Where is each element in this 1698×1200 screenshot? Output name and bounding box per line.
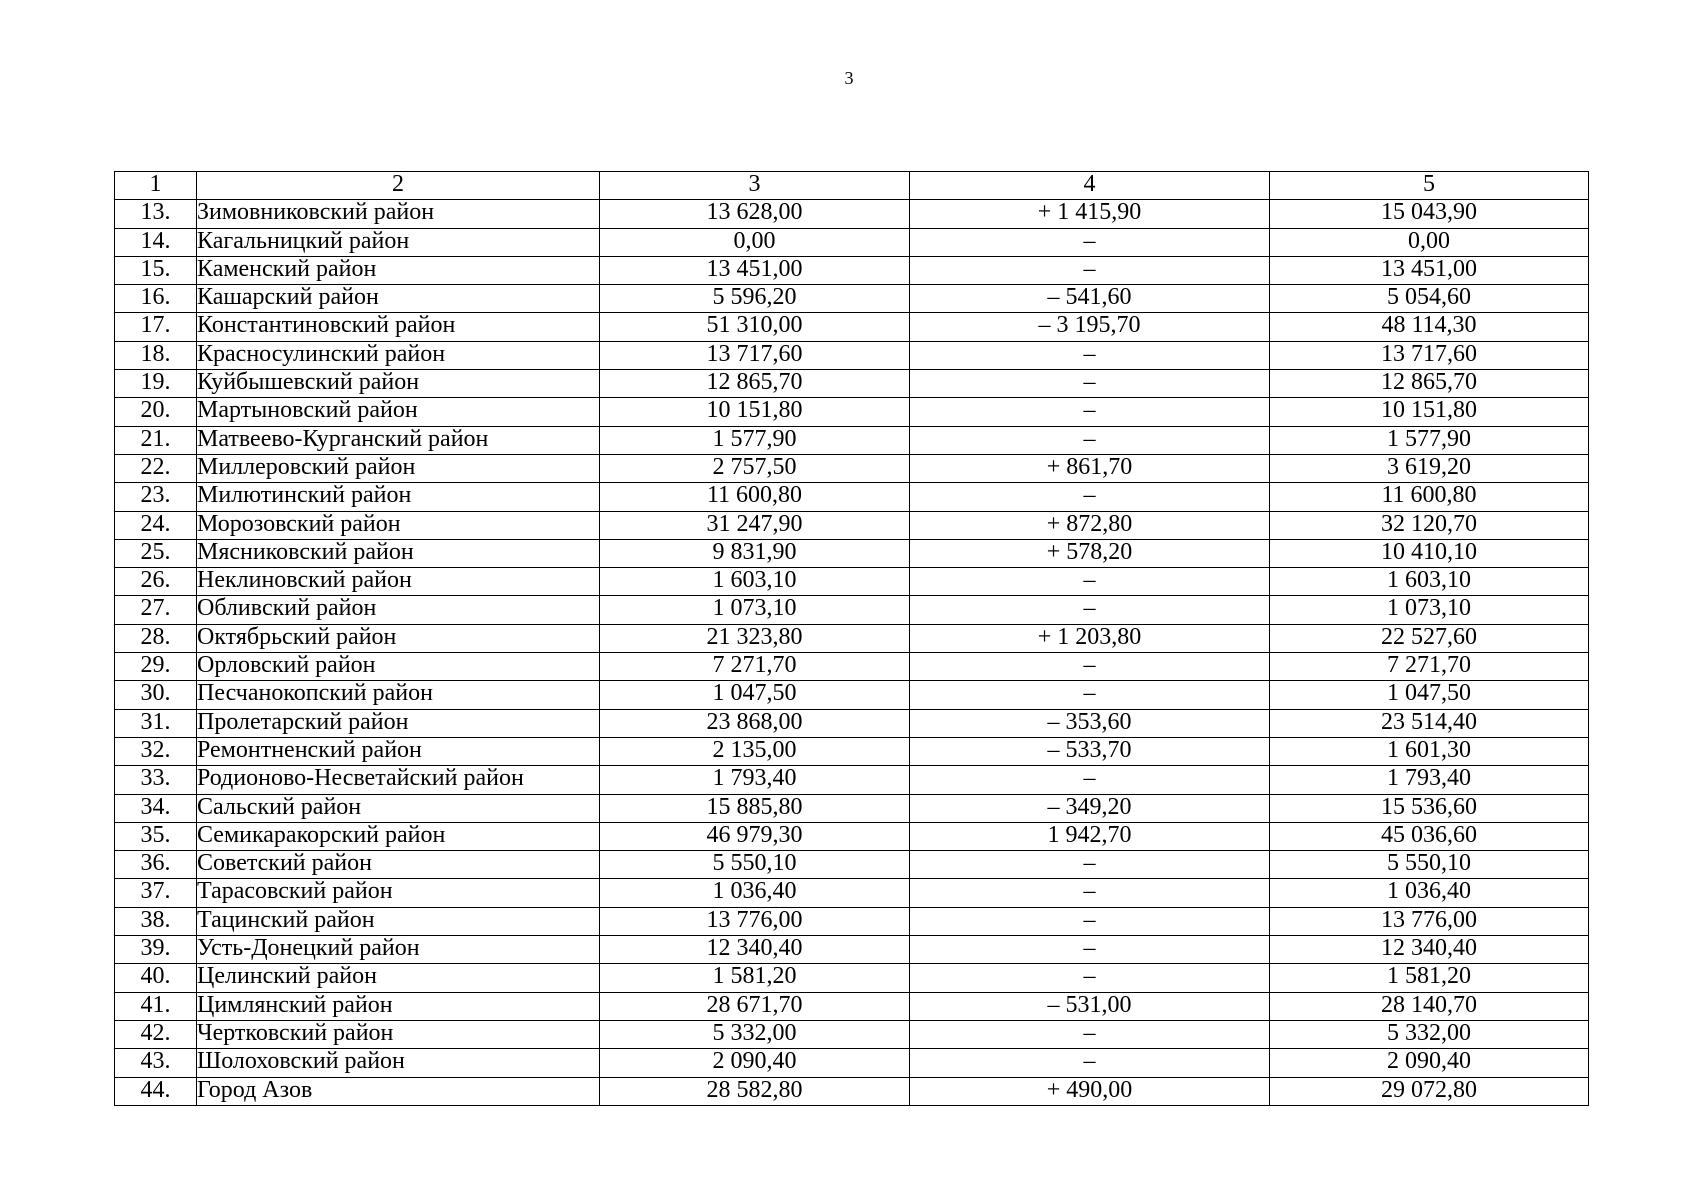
final-amount-cell: 28 140,70 (1270, 992, 1589, 1020)
table-row (115, 341, 1589, 369)
row-number-cell: 27. (115, 596, 197, 624)
change-amount-cell: – (910, 936, 1270, 964)
initial-amount-cell: 2 090,40 (600, 1049, 910, 1077)
table-row (115, 964, 1589, 992)
district-name-cell: Зимовниковский район (197, 200, 600, 228)
initial-amount-cell: 1 793,40 (600, 766, 910, 794)
initial-amount-cell: 51 310,00 (600, 313, 910, 341)
district-name-cell: Ремонтненский район (197, 737, 600, 765)
district-name-cell: Морозовский район (197, 511, 600, 539)
final-amount-cell: 45 036,60 (1270, 822, 1589, 850)
row-number-cell: 33. (115, 766, 197, 794)
initial-amount-cell: 31 247,90 (600, 511, 910, 539)
table-header-row (115, 172, 1589, 200)
table-row (115, 794, 1589, 822)
change-amount-cell: – (910, 1049, 1270, 1077)
final-amount-cell: 15 043,90 (1270, 200, 1589, 228)
table-row (115, 285, 1589, 313)
header-cell-col-1: 1 (115, 172, 197, 200)
district-name-cell: Родионово-Несветайский район (197, 766, 600, 794)
change-amount-cell: + 861,70 (910, 454, 1270, 482)
table-row (115, 1020, 1589, 1048)
change-amount-cell: – (910, 907, 1270, 935)
row-number-cell: 35. (115, 822, 197, 850)
row-number-cell: 25. (115, 539, 197, 567)
change-amount-cell: – (910, 653, 1270, 681)
initial-amount-cell: 7 271,70 (600, 653, 910, 681)
change-amount-cell: – (910, 851, 1270, 879)
row-number-cell: 21. (115, 426, 197, 454)
row-number-cell: 17. (115, 313, 197, 341)
row-number-cell: 18. (115, 341, 197, 369)
row-number-cell: 26. (115, 568, 197, 596)
page-number: 3 (844, 68, 854, 88)
change-amount-cell: 1 942,70 (910, 822, 1270, 850)
row-number-cell: 28. (115, 624, 197, 652)
row-number-cell: 13. (115, 200, 197, 228)
final-amount-cell: 5 550,10 (1270, 851, 1589, 879)
budget-table (114, 171, 1589, 1106)
final-amount-cell: 1 073,10 (1270, 596, 1589, 624)
final-amount-cell: 13 776,00 (1270, 907, 1589, 935)
row-number-cell: 41. (115, 992, 197, 1020)
initial-amount-cell: 28 582,80 (600, 1077, 910, 1105)
initial-amount-cell: 1 577,90 (600, 426, 910, 454)
change-amount-cell: – 541,60 (910, 285, 1270, 313)
table-row (115, 596, 1589, 624)
final-amount-cell: 12 340,40 (1270, 936, 1589, 964)
change-amount-cell: – 349,20 (910, 794, 1270, 822)
row-number-cell: 30. (115, 681, 197, 709)
table-row (115, 568, 1589, 596)
table-row (115, 511, 1589, 539)
initial-amount-cell: 9 831,90 (600, 539, 910, 567)
final-amount-cell: 3 619,20 (1270, 454, 1589, 482)
district-name-cell: Орловский район (197, 653, 600, 681)
table-row (115, 313, 1589, 341)
row-number-cell: 44. (115, 1077, 197, 1105)
district-name-cell: Семикаракорский район (197, 822, 600, 850)
header-cell-col-4: 4 (910, 172, 1270, 200)
table-row (115, 822, 1589, 850)
initial-amount-cell: 0,00 (600, 228, 910, 256)
final-amount-cell: 1 793,40 (1270, 766, 1589, 794)
initial-amount-cell: 2 757,50 (600, 454, 910, 482)
table-row (115, 907, 1589, 935)
initial-amount-cell: 1 073,10 (600, 596, 910, 624)
initial-amount-cell: 21 323,80 (600, 624, 910, 652)
change-amount-cell: + 490,00 (910, 1077, 1270, 1105)
table-row (115, 653, 1589, 681)
district-name-cell: Каменский район (197, 256, 600, 284)
initial-amount-cell: 5 596,20 (600, 285, 910, 313)
initial-amount-cell: 10 151,80 (600, 398, 910, 426)
district-name-cell: Матвеево-Курганский район (197, 426, 600, 454)
district-name-cell: Октябрьский район (197, 624, 600, 652)
district-name-cell: Обливский район (197, 596, 600, 624)
district-name-cell: Советский район (197, 851, 600, 879)
final-amount-cell: 1 036,40 (1270, 879, 1589, 907)
district-name-cell: Кагальницкий район (197, 228, 600, 256)
header-cell-col-2: 2 (197, 172, 600, 200)
table-row (115, 1049, 1589, 1077)
final-amount-cell: 13 451,00 (1270, 256, 1589, 284)
final-amount-cell: 7 271,70 (1270, 653, 1589, 681)
district-name-cell: Миллеровский район (197, 454, 600, 482)
change-amount-cell: – (910, 568, 1270, 596)
row-number-cell: 40. (115, 964, 197, 992)
change-amount-cell: – 353,60 (910, 709, 1270, 737)
initial-amount-cell: 5 332,00 (600, 1020, 910, 1048)
table-row (115, 936, 1589, 964)
change-amount-cell: – (910, 766, 1270, 794)
table-row (115, 992, 1589, 1020)
district-name-cell: Песчанокопский район (197, 681, 600, 709)
row-number-cell: 14. (115, 228, 197, 256)
district-name-cell: Сальский район (197, 794, 600, 822)
initial-amount-cell: 46 979,30 (600, 822, 910, 850)
initial-amount-cell: 13 776,00 (600, 907, 910, 935)
table-row (115, 228, 1589, 256)
district-name-cell: Мартыновский район (197, 398, 600, 426)
row-number-cell: 42. (115, 1020, 197, 1048)
change-amount-cell: + 578,20 (910, 539, 1270, 567)
row-number-cell: 38. (115, 907, 197, 935)
table-row (115, 766, 1589, 794)
change-amount-cell: – 3 195,70 (910, 313, 1270, 341)
row-number-cell: 16. (115, 285, 197, 313)
district-name-cell: Город Азов (197, 1077, 600, 1105)
final-amount-cell: 1 577,90 (1270, 426, 1589, 454)
initial-amount-cell: 13 717,60 (600, 341, 910, 369)
district-name-cell: Целинский район (197, 964, 600, 992)
initial-amount-cell: 1 603,10 (600, 568, 910, 596)
change-amount-cell: – (910, 681, 1270, 709)
row-number-cell: 32. (115, 737, 197, 765)
table-row (115, 681, 1589, 709)
district-name-cell: Неклиновский район (197, 568, 600, 596)
district-name-cell: Пролетарский район (197, 709, 600, 737)
row-number-cell: 19. (115, 370, 197, 398)
final-amount-cell: 10 151,80 (1270, 398, 1589, 426)
row-number-cell: 20. (115, 398, 197, 426)
table-row (115, 256, 1589, 284)
initial-amount-cell: 11 600,80 (600, 483, 910, 511)
district-name-cell: Чертковский район (197, 1020, 600, 1048)
final-amount-cell: 48 114,30 (1270, 313, 1589, 341)
district-name-cell: Кашарский район (197, 285, 600, 313)
row-number-cell: 15. (115, 256, 197, 284)
final-amount-cell: 23 514,40 (1270, 709, 1589, 737)
district-name-cell: Шолоховский район (197, 1049, 600, 1077)
district-name-cell: Цимлянский район (197, 992, 600, 1020)
table-row (115, 1077, 1589, 1105)
row-number-cell: 34. (115, 794, 197, 822)
district-name-cell: Усть-Донецкий район (197, 936, 600, 964)
initial-amount-cell: 1 036,40 (600, 879, 910, 907)
header-cell-col-5: 5 (1270, 172, 1589, 200)
final-amount-cell: 2 090,40 (1270, 1049, 1589, 1077)
change-amount-cell: + 1 203,80 (910, 624, 1270, 652)
change-amount-cell: – (910, 879, 1270, 907)
district-name-cell: Куйбышевский район (197, 370, 600, 398)
initial-amount-cell: 15 885,80 (600, 794, 910, 822)
initial-amount-cell: 28 671,70 (600, 992, 910, 1020)
row-number-cell: 36. (115, 851, 197, 879)
table-row (115, 398, 1589, 426)
final-amount-cell: 29 072,80 (1270, 1077, 1589, 1105)
row-number-cell: 31. (115, 709, 197, 737)
table-row (115, 483, 1589, 511)
final-amount-cell: 5 054,60 (1270, 285, 1589, 313)
initial-amount-cell: 1 047,50 (600, 681, 910, 709)
header-cell-col-3: 3 (600, 172, 910, 200)
change-amount-cell: – (910, 1020, 1270, 1048)
final-amount-cell: 5 332,00 (1270, 1020, 1589, 1048)
final-amount-cell: 15 536,60 (1270, 794, 1589, 822)
final-amount-cell: 32 120,70 (1270, 511, 1589, 539)
initial-amount-cell: 5 550,10 (600, 851, 910, 879)
final-amount-cell: 10 410,10 (1270, 539, 1589, 567)
row-number-cell: 37. (115, 879, 197, 907)
table-row (115, 624, 1589, 652)
change-amount-cell: – (910, 228, 1270, 256)
district-name-cell: Тацинский район (197, 907, 600, 935)
final-amount-cell: 22 527,60 (1270, 624, 1589, 652)
row-number-cell: 39. (115, 936, 197, 964)
district-name-cell: Константиновский район (197, 313, 600, 341)
district-name-cell: Мясниковский район (197, 539, 600, 567)
table-row (115, 851, 1589, 879)
final-amount-cell: 1 581,20 (1270, 964, 1589, 992)
district-name-cell: Красносулинский район (197, 341, 600, 369)
table-row (115, 539, 1589, 567)
final-amount-cell: 1 601,30 (1270, 737, 1589, 765)
initial-amount-cell: 12 340,40 (600, 936, 910, 964)
change-amount-cell: – (910, 596, 1270, 624)
initial-amount-cell: 1 581,20 (600, 964, 910, 992)
change-amount-cell: – (910, 398, 1270, 426)
table-row (115, 426, 1589, 454)
change-amount-cell: + 1 415,90 (910, 200, 1270, 228)
final-amount-cell: 11 600,80 (1270, 483, 1589, 511)
change-amount-cell: – (910, 483, 1270, 511)
change-amount-cell: + 872,80 (910, 511, 1270, 539)
initial-amount-cell: 2 135,00 (600, 737, 910, 765)
final-amount-cell: 13 717,60 (1270, 341, 1589, 369)
initial-amount-cell: 13 628,00 (600, 200, 910, 228)
row-number-cell: 29. (115, 653, 197, 681)
change-amount-cell: – (910, 426, 1270, 454)
final-amount-cell: 0,00 (1270, 228, 1589, 256)
row-number-cell: 22. (115, 454, 197, 482)
district-name-cell: Тарасовский район (197, 879, 600, 907)
change-amount-cell: – (910, 341, 1270, 369)
change-amount-cell: – (910, 964, 1270, 992)
change-amount-cell: – 533,70 (910, 737, 1270, 765)
table-row (115, 200, 1589, 228)
initial-amount-cell: 12 865,70 (600, 370, 910, 398)
initial-amount-cell: 13 451,00 (600, 256, 910, 284)
final-amount-cell: 12 865,70 (1270, 370, 1589, 398)
change-amount-cell: – (910, 370, 1270, 398)
table-row (115, 737, 1589, 765)
district-name-cell: Милютинский район (197, 483, 600, 511)
final-amount-cell: 1 047,50 (1270, 681, 1589, 709)
row-number-cell: 23. (115, 483, 197, 511)
change-amount-cell: – (910, 256, 1270, 284)
final-amount-cell: 1 603,10 (1270, 568, 1589, 596)
table-body (115, 172, 1589, 1106)
table-row (115, 879, 1589, 907)
initial-amount-cell: 23 868,00 (600, 709, 910, 737)
table-row (115, 370, 1589, 398)
row-number-cell: 43. (115, 1049, 197, 1077)
table-row (115, 709, 1589, 737)
row-number-cell: 24. (115, 511, 197, 539)
table-row (115, 454, 1589, 482)
change-amount-cell: – 531,00 (910, 992, 1270, 1020)
